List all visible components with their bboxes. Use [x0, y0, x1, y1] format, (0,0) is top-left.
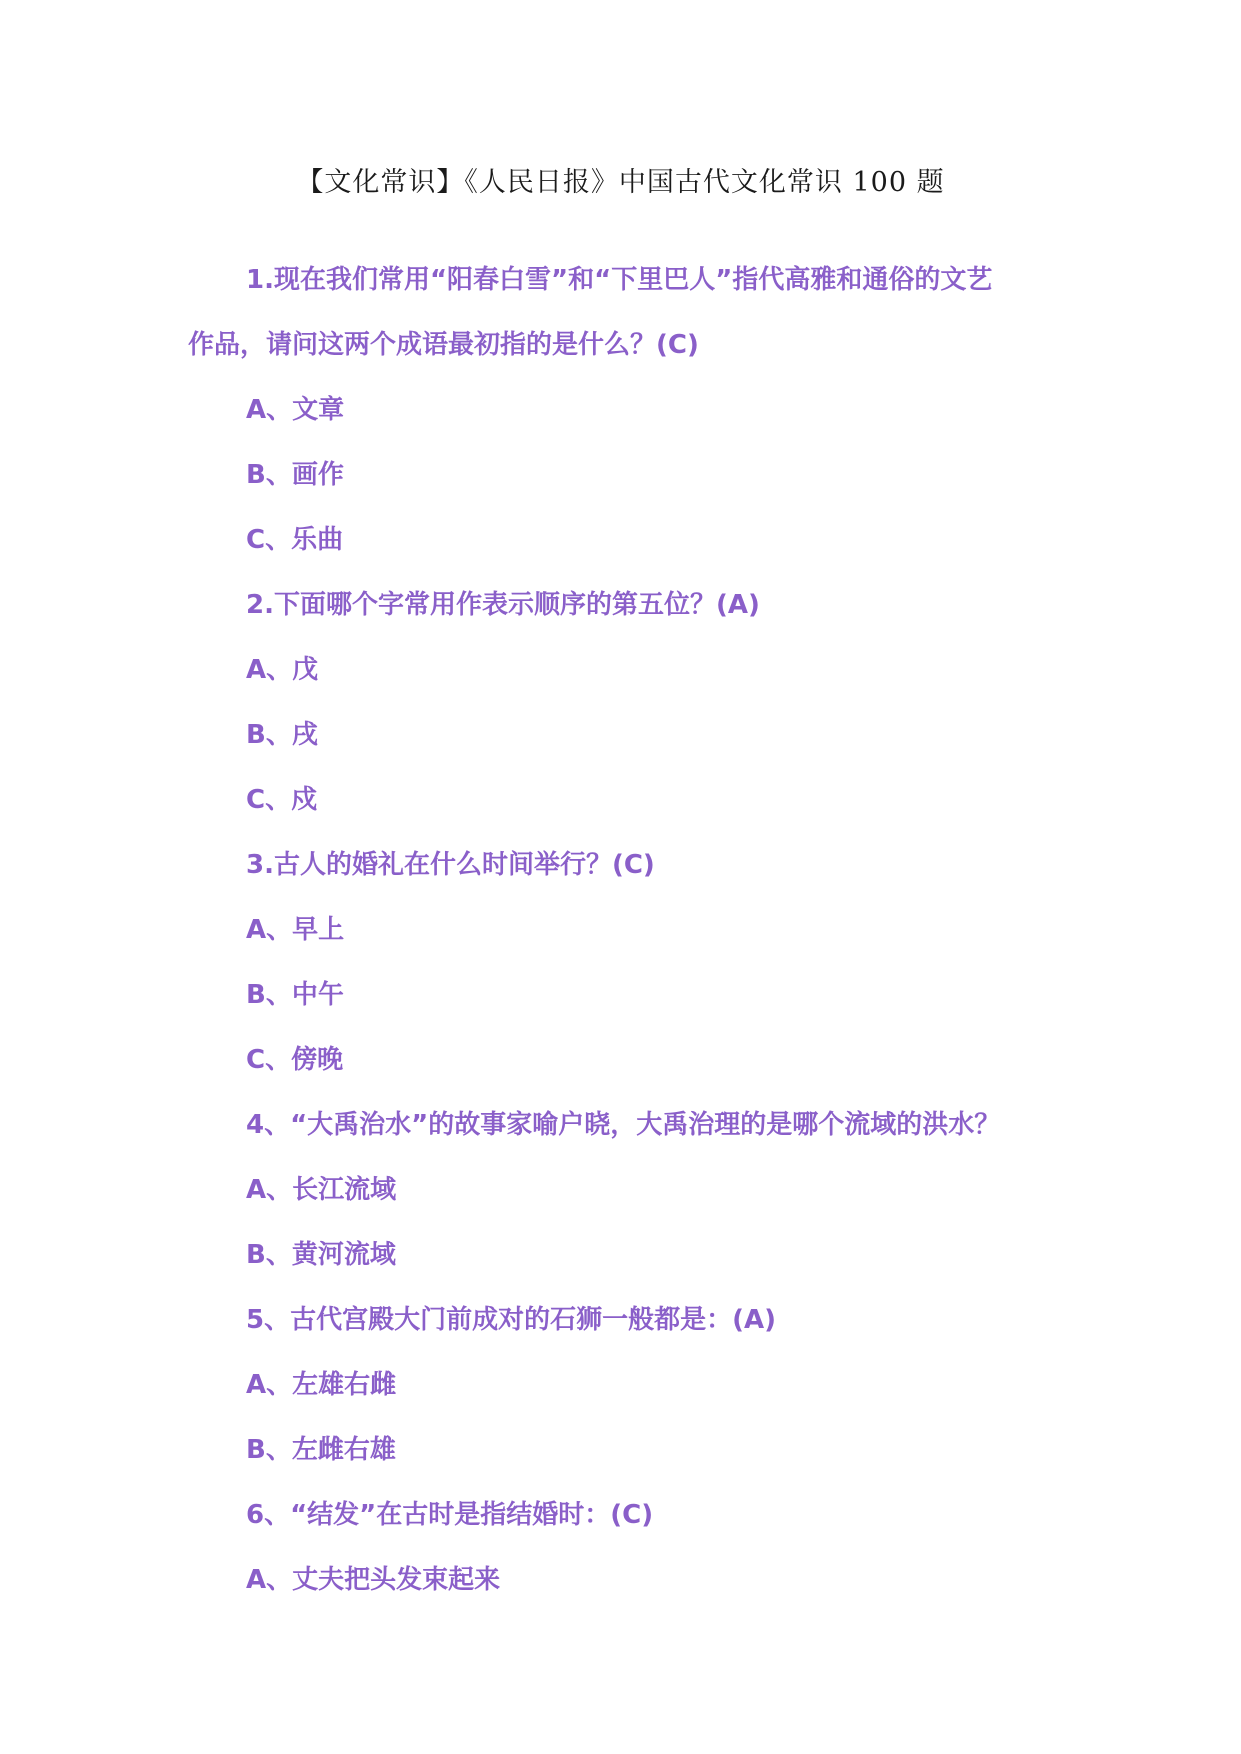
option-a: A、左雄右雌 [246, 1370, 397, 1400]
question-text: 3.古人的婚礼在什么时间举行？(C) [246, 850, 655, 880]
question-6 [188, 1483, 1088, 1613]
option-b: B、黄河流域 [246, 1240, 396, 1270]
option-a: A、文章 [246, 395, 345, 425]
option-b: B、左雌右雄 [246, 1435, 396, 1465]
question-4 [188, 1093, 1088, 1288]
option-b: B、戌 [246, 720, 318, 750]
option-a: A、长江流域 [246, 1175, 397, 1205]
question-3 [188, 833, 1088, 1093]
option-c: C、傍晚 [246, 1045, 344, 1075]
question-text: 2.下面哪个字常用作表示顺序的第五位？(A) [246, 590, 760, 620]
option-b: B、画作 [246, 460, 344, 490]
question-2 [188, 573, 1088, 833]
question-text: 6、“结发”在古时是指结婚时：(C) [246, 1500, 654, 1530]
question-list [188, 248, 1088, 1613]
option-c: C、戍 [246, 785, 318, 815]
option-a: A、戊 [246, 655, 319, 685]
question-1 [188, 248, 1088, 573]
question-text: 1.现在我们常用“阳春白雪”和“下里巴人”指代高雅和通俗的文艺 [246, 265, 993, 295]
question-text: 5、古代宫殿大门前成对的石狮一般都是：(A) [246, 1305, 776, 1335]
question-text-continued: 作品，请问这两个成语最初指的是什么？(C) [188, 330, 699, 360]
question-5 [188, 1288, 1088, 1483]
document-title: 【文化常识】《人民日报》中国古代文化常识 100 题 [296, 167, 945, 198]
option-b: B、中午 [246, 980, 344, 1010]
option-a: A、丈夫把头发束起来 [246, 1565, 501, 1595]
option-a: A、早上 [246, 915, 345, 945]
option-c: C、乐曲 [246, 525, 344, 555]
question-text: 4、“大禹治水”的故事家喻户晓，大禹治理的是哪个流域的洪水？ [246, 1110, 1001, 1140]
